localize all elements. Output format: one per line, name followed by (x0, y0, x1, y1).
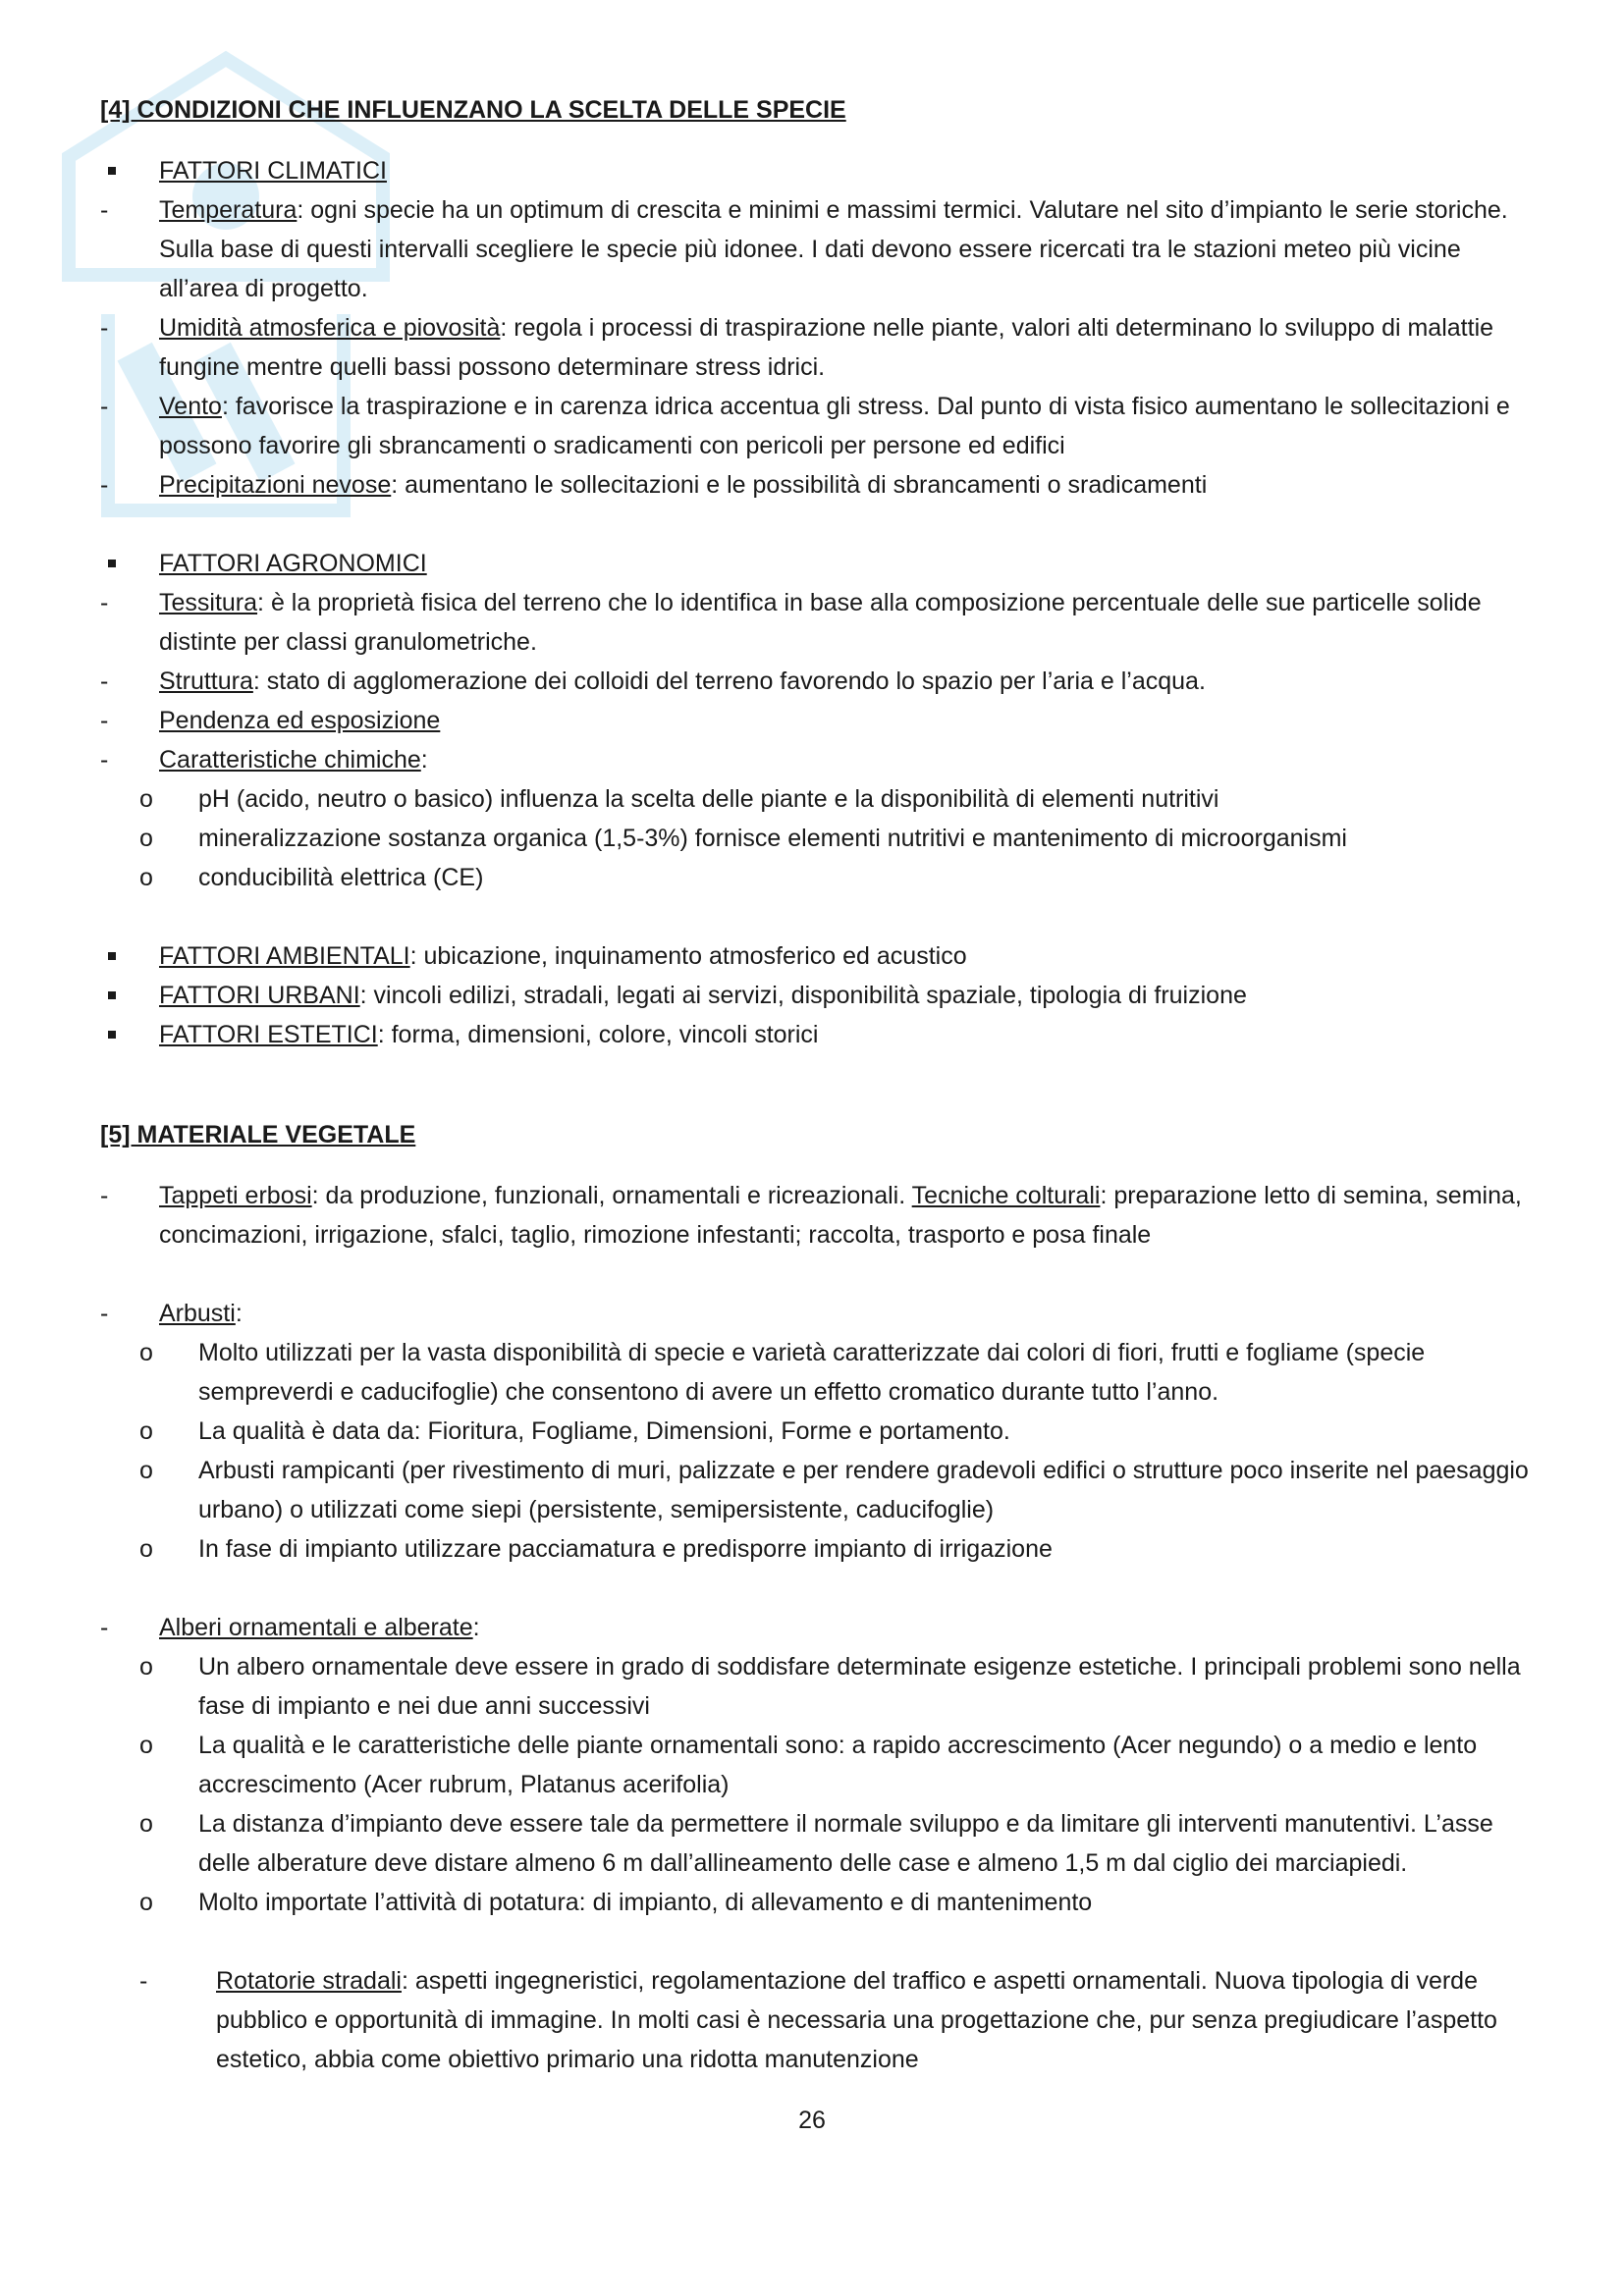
list-item (100, 662, 1536, 701)
item-text: : forma, dimensioni, colore, vincoli storici (377, 1021, 819, 1048)
dash-marker: - (100, 393, 109, 420)
item-text: : ogni specie ha un optimum di crescita e minimi e massimi termici. Valutare nel sito d’impianto le serie storiche. Sulla base di questi intervalli scegliere le specie più idonee. I dati devono essere ricercati tra le stazioni meteo più vicine all’area di progetto. (159, 196, 1508, 302)
list-item-alberi (100, 1608, 1536, 1647)
list-item (100, 308, 1536, 387)
item-text: : favorisce la traspirazione e in carenza idrica accentua gli stress. Dal punto di vista fisico aumentano le sollecitazioni e possono favorire gli sbrancamenti o sradicamenti con pericoli per persone ed edifici (159, 393, 1510, 459)
item-term-2: Tecniche colturali (911, 1182, 1101, 1209)
square-bullet-icon (100, 936, 139, 960)
list-item (100, 190, 1536, 308)
sub-item-text: Arbusti rampicanti (per rivestimento di muri, palizzate e per rendere gradevoli edifici o strutture poco inserite nel paesaggio urbano) o utilizzati come siepi (persistente, semipersistente, caducifoglie) (198, 1457, 1529, 1523)
item-text: : stato di agglomerazione dei colloidi del terreno favorendo lo spazio per l’aria e l’acqua. (252, 667, 1206, 695)
sub-item-text: La qualità è data da: Fioritura, Fogliame, Dimensioni, Forme e portamento. (198, 1417, 1010, 1445)
item-term: FATTORI ESTETICI (159, 1021, 378, 1048)
item-text: : (472, 1614, 480, 1641)
sub-list-item (100, 779, 1536, 819)
list-item (100, 583, 1536, 662)
dash-marker: - (100, 667, 109, 695)
circle-marker: o (139, 1653, 153, 1681)
sub-item-text: La qualità e le caratteristiche delle piante ornamentali sono: a rapido accrescimento (Acer negundo) o a medio e lento accrescimento (Acer rubrum, Platanus acerifolia) (198, 1732, 1478, 1798)
section-4-title: [4] CONDIZIONI CHE INFLUENZANO LA SCELTA DELLE SPECIE (100, 96, 846, 124)
circle-marker: o (139, 1810, 153, 1838)
sub-list-item (100, 1804, 1536, 1883)
page-number: 26 (798, 2107, 826, 2134)
group-fattori-estetici (100, 1015, 1536, 1054)
item-term: Struttura (159, 667, 253, 695)
dash-marker: - (100, 589, 109, 616)
group-fattori-climatici (100, 151, 1536, 190)
group-fattori-urbani (100, 976, 1536, 1015)
circle-marker: o (139, 1889, 153, 1916)
item-text: : vincoli edilizi, stradali, legati ai servizi, disponibilità spaziale, tipologia di fruizione (359, 982, 1247, 1009)
sub-item-text: La distanza d’impianto deve essere tale da permettere il normale sviluppo e da limitare gli interventi manutentivi. L’asse delle alberature deve distare almeno 6 m dall’allineamento delle case e almeno 1,5 m dal ciglio dei marciapiedi. (198, 1810, 1493, 1877)
square-bullet-icon (100, 544, 139, 567)
group-label: FATTORI CLIMATICI (159, 157, 387, 185)
list-item-tappeti (100, 1176, 1536, 1255)
dash-marker: - (100, 1300, 109, 1327)
group-fattori-ambientali (100, 936, 1536, 976)
dash-marker: - (100, 707, 109, 734)
sub-list-item (100, 1451, 1536, 1529)
item-term: Caratteristiche chimiche (159, 746, 421, 774)
item-text: : aspetti ingegneristici, regolamentazione del traffico e aspetti ornamentali. Nuova tipologia di verde pubblico e opportunità di immagine. In molti casi è necessaria una progettazione che, pur senza pregiudicare l’aspetto estetico, abbia come obiettivo primario una ridotta manutenzione (216, 1967, 1497, 2073)
circle-marker: o (139, 864, 153, 891)
item-term: FATTORI AMBIENTALI (159, 942, 410, 970)
dash-marker: - (100, 196, 109, 224)
circle-marker: o (139, 1339, 153, 1366)
circle-marker: o (139, 785, 153, 813)
item-text-2: : preparazione letto di semina, semina, concimazioni, irrigazione, sfalci, taglio, rimozione infestanti; raccolta, trasporto e posa finale (159, 1182, 1522, 1249)
sub-list-item (100, 1883, 1536, 1922)
item-text: : ubicazione, inquinamento atmosferico ed acustico (409, 942, 967, 970)
group-label: FATTORI AGRONOMICI (159, 550, 427, 577)
dash-marker: - (100, 746, 109, 774)
item-term: Alberi ornamentali e alberate (159, 1614, 473, 1641)
sub-item-text: pH (acido, neutro o basico) influenza la scelta delle piante e la disponibilità di elementi nutritivi (198, 785, 1219, 813)
item-term: FATTORI URBANI (159, 982, 360, 1009)
dash-marker: - (139, 1967, 148, 1995)
section-5-title: [5] MATERIALE VEGETALE (100, 1121, 416, 1148)
square-bullet-icon (100, 151, 139, 175)
dash-marker: - (100, 1614, 109, 1641)
circle-marker: o (139, 1457, 153, 1484)
sub-list-item (100, 1726, 1536, 1804)
item-term: Tappeti erbosi (159, 1182, 312, 1209)
item-term: Rotatorie stradali (216, 1967, 402, 1995)
group-fattori-agronomici (100, 544, 1536, 583)
item-term: Pendenza ed esposizione (159, 707, 441, 734)
item-text: : è la proprietà fisica del terreno che lo identifica in base alla composizione percentuale delle sue particelle solide distinte per classi granulometriche. (159, 589, 1482, 656)
list-item (100, 740, 1536, 779)
item-text: : regola i processi di traspirazione nelle piante, valori alti determinano lo sviluppo di malattie fungine mentre quelli bassi possono determinare stress idrici. (159, 314, 1494, 381)
sub-item-text: In fase di impianto utilizzare pacciamatura e predisporre impianto di irrigazione (198, 1535, 1053, 1563)
circle-marker: o (139, 825, 153, 852)
sub-item-text: mineralizzazione sostanza organica (1,5-3%) fornisce elementi nutritivi e mantenimento di microorganismi (198, 825, 1347, 852)
sub-item-text: Molto utilizzati per la vasta disponibilità di specie e varietà caratterizzate dai colori di fiori, frutti e fogliame (specie sempreverdi e caducifoglie) che consentono di avere un effetto cromatico durante tutto l’anno. (198, 1339, 1426, 1406)
square-bullet-icon (100, 976, 139, 999)
sub-list-item (100, 1412, 1536, 1451)
sub-item-text: Un albero ornamentale deve essere in grado di soddisfare determinate esigenze estetiche. I principali problemi sono nella fase di impianto e nei due anni successivi (198, 1653, 1521, 1720)
item-term: Precipitazioni nevose (159, 471, 392, 499)
item-text: : aumentano le sollecitazioni e le possibilità di sbrancamenti o sradicamenti (391, 471, 1208, 499)
sub-list-item (100, 858, 1536, 897)
sub-list-item (100, 1333, 1536, 1412)
list-item (100, 465, 1536, 505)
sub-item-text: conducibilità elettrica (CE) (198, 864, 484, 891)
sub-list-item (100, 1647, 1536, 1726)
list-item (100, 701, 1536, 740)
list-item-rotatorie (100, 1961, 1536, 2079)
item-text: : (235, 1300, 243, 1327)
item-term: Umidità atmosferica e piovosità (159, 314, 501, 342)
item-term: Vento (159, 393, 222, 420)
item-text: : (420, 746, 428, 774)
circle-marker: o (139, 1417, 153, 1445)
item-term: Tessitura (159, 589, 258, 616)
circle-marker: o (139, 1732, 153, 1759)
item-term: Temperatura (159, 196, 298, 224)
dash-marker: - (100, 314, 109, 342)
page-content (100, 90, 1536, 2079)
item-term: Arbusti (159, 1300, 236, 1327)
square-bullet-icon (100, 1015, 139, 1039)
dash-marker: - (100, 471, 109, 499)
list-item (100, 387, 1536, 465)
list-item-arbusti (100, 1294, 1536, 1333)
item-text: : da produzione, funzionali, ornamentali e ricreazionali. (311, 1182, 912, 1209)
sub-list-item (100, 1529, 1536, 1569)
circle-marker: o (139, 1535, 153, 1563)
sub-list-item (100, 819, 1536, 858)
dash-marker: - (100, 1182, 109, 1209)
sub-item-text: Molto importate l’attività di potatura: di impianto, di allevamento e di mantenimento (198, 1889, 1093, 1916)
